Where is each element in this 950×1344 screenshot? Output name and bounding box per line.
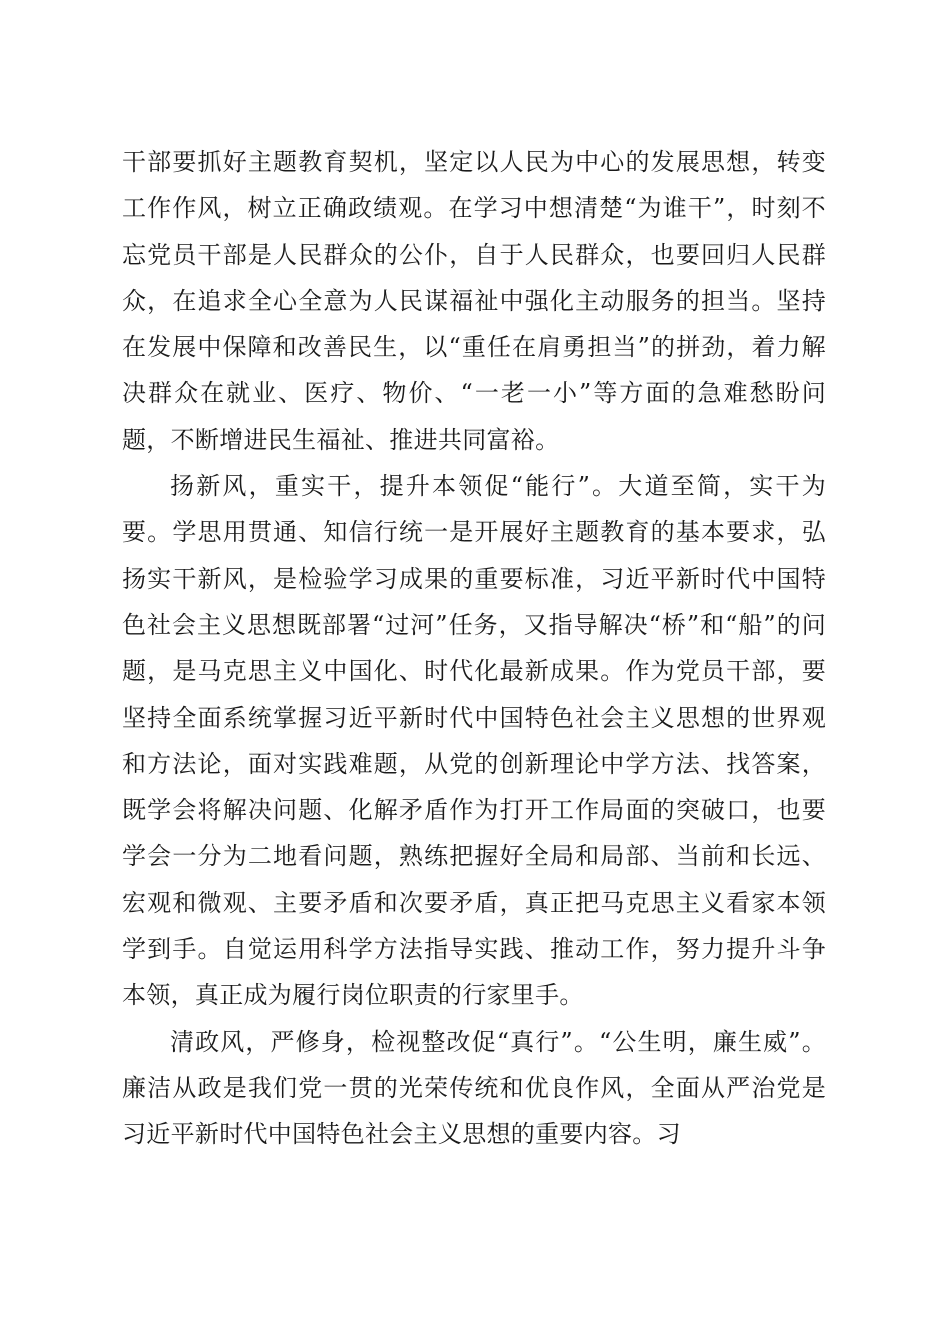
paragraph-continuation: 干部要抓好主题教育契机，坚定以人民为中心的发展思想，转变工作作风，树立正确政绩观。在学习中想清楚“为谁干”，时刻不忘党员干部是人民群众的公仆，自于人民群众，也要回归人民群众，在追求全心全意为人民谋福祉中强化主动服务的担当。坚持在发展中保障和改善民生，以“重任在肩勇担当”的拼劲，着力解决群众在就业、医疗、物价、“一老一小”等方面的急难愁盼问题，不断增进民生福祉、推进共同富裕。 xyxy=(122,148,826,454)
paragraph-practical-work: 扬新风，重实干，提升本领促“能行”。大道至简，实干为要。学思用贯通、知信行统一是开展好主题教育的基本要求，弘扬实干新风，是检验学习成果的重要标准，习近平新时代中国特色社会主义思想既部署“过河”任务，又指导解决“桥”和“船”的问题，是马克思主义中国化、时代化最新成果。作为党员干部，要坚持全面系统掌握习近平新时代中国特色社会主义思想的世界观和方法论，面对实践难题，从党的创新理论中学方法、找答案，既学会将解决问题、化解矛盾作为打开工作局面的突破口，也要学会一分为二地看问题，熟练把握好全局和局部、当前和长远、宏观和微观、主要矛盾和次要矛盾，真正把马克思主义看家本领学到手。自觉运用科学方法指导实践、推动工作，努力提升斗争本领，真正成为履行岗位职责的行家里手。 xyxy=(122,472,826,1010)
paragraph-clean-governance: 清政风，严修身，检视整改促“真行”。“公生明，廉生威”。廉洁从政是我们党一贯的光荣传统和优良作风，全面从严治党是习近平新时代中国特色社会主义思想的重要内容。习 xyxy=(122,1027,826,1149)
document-body xyxy=(122,139,826,1158)
